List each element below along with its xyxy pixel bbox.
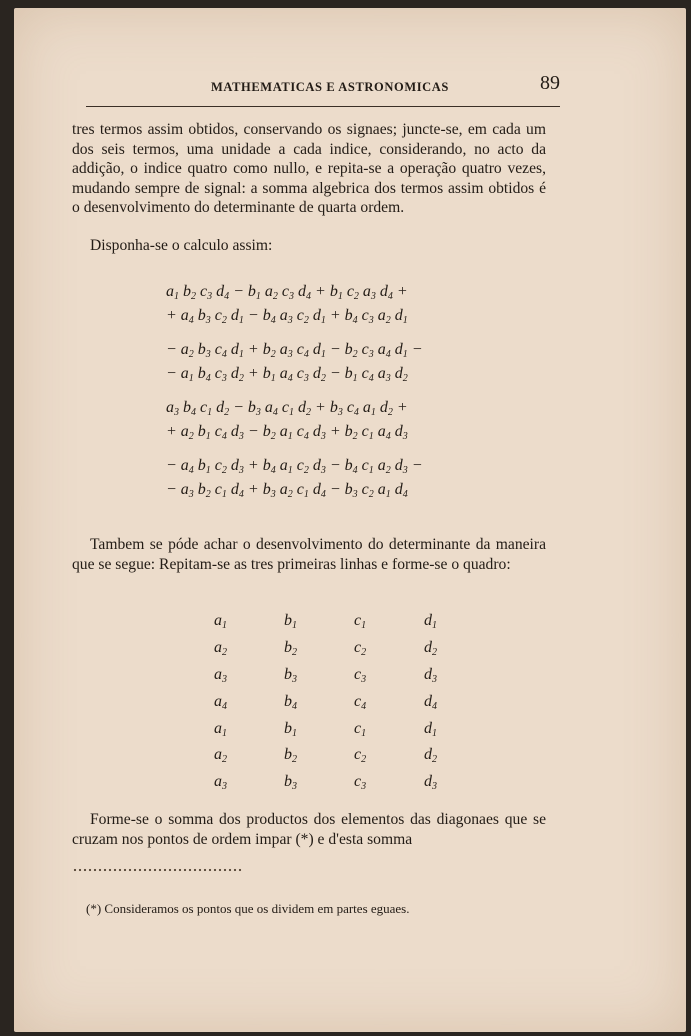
- formula-line: − $a_2$ $b_3$ $c_4$ $d_1 + b_2$ $a_3$ $c_4$ $d_1 - b_2$ $c_3$ $a_4$ $d_1$ −: [166, 341, 423, 360]
- matrix-cell: $b_1$: [284, 612, 297, 632]
- paragraph-1: tres termos assim obtidos, conservando os signaes; juncte-se, em cada um dos seis termos, uma unidade a cada indice, considerando, no acto da addição, o indice quatro como nullo, e repita-se a operação quatro vezes, mudando sempre de signal: a somma algebrica dos termos assim obtidos é o desenvolvimento do determinante de quarta ordem.: [72, 121, 546, 216]
- matrix-row: [200, 769, 480, 796]
- matrix-row: [200, 662, 480, 689]
- determinant-expansion: [166, 280, 486, 512]
- matrix-cell: $b_1$: [284, 719, 297, 739]
- matrix-row: [200, 742, 480, 769]
- running-title: MATHEMATICAS E ASTRONOMICAS: [211, 80, 449, 94]
- matrix-row: [200, 635, 480, 662]
- matrix-cell: $b_3$: [284, 665, 297, 685]
- matrix-cell: $b_2$: [284, 746, 297, 766]
- matrix-cell: $d_1$: [424, 719, 437, 739]
- matrix-cell: $d_2$: [424, 639, 437, 659]
- footnote: (*) Consideramos os pontos que os dividem em partes eguaes.: [86, 901, 410, 916]
- formula-line: $a_1$ $b_2$ $c_3$ $d_4 - b_1$ $a_2$ $c_3$ $d_4 + b_1$ $c_2$ $a_3$ $d_4$ +: [166, 283, 408, 302]
- matrix-cell: $b_4$: [284, 692, 297, 712]
- page-number: 89: [540, 72, 560, 94]
- paragraph-3: Tambem se póde achar o desenvolvimento do determinante da maneira que se segue: Repitam-se as tres primeiras linhas e forme-se o quadro:: [72, 536, 546, 573]
- matrix-cell: $a_3$: [214, 773, 227, 793]
- matrix-cell: $a_1$: [214, 719, 227, 739]
- matrix-cell: $b_3$: [284, 773, 297, 793]
- matrix-cell: $d_1$: [424, 612, 437, 632]
- formula-line: + $a_4$ $b_3$ $c_2$ $d_1 - b_4$ $a_3$ $c_2$ $d_1 + b_4$ $c_3$ $a_2$ $d_1$: [166, 307, 408, 326]
- matrix-row: [200, 608, 480, 635]
- matrix-row: [200, 715, 480, 742]
- matrix-cell: $b_2$: [284, 639, 297, 659]
- matrix-cell: $c_3$: [354, 665, 367, 685]
- footnote-rule: [72, 868, 242, 872]
- matrix-cell: $c_4$: [354, 692, 367, 712]
- paragraph-2: Disponha-se o calculo assim:: [90, 237, 273, 254]
- element-matrix: [200, 608, 480, 796]
- matrix-cell: $d_3$: [424, 665, 437, 685]
- matrix-cell: $c_2$: [354, 746, 367, 766]
- formula-line: − $a_1$ $b_4$ $c_3$ $d_2 + b_1$ $a_4$ $c_3$ $d_2 - b_1$ $c_4$ $a_3$ $d_2$: [166, 365, 408, 384]
- page-header: [86, 70, 560, 107]
- matrix-cell: $c_1$: [354, 719, 367, 739]
- matrix-cell: $d_4$: [424, 692, 437, 712]
- formula-group: [166, 280, 486, 328]
- formula-group: [166, 454, 486, 502]
- formula-line: $a_3$ $b_4$ $c_1$ $d_2 - b_3$ $a_4$ $c_1$ $d_2 + b_3$ $c_4$ $a_1$ $d_2$ +: [166, 399, 408, 418]
- formula-line: − $a_4$ $b_1$ $c_2$ $d_3 + b_4$ $a_1$ $c_2$ $d_3 - b_4$ $c_1$ $a_2$ $d_3$ −: [166, 457, 423, 476]
- formula-line: + $a_2$ $b_1$ $c_4$ $d_3 - b_2$ $a_1$ $c_4$ $d_3 + b_2$ $c_1$ $a_4$ $d_3$: [166, 423, 408, 442]
- matrix-cell: $d_3$: [424, 773, 437, 793]
- formula-line: − $a_3$ $b_2$ $c_1$ $d_4 + b_3$ $a_2$ $c_1$ $d_4 - b_3$ $c_2$ $a_1$ $d_4$: [166, 481, 408, 500]
- matrix-cell: $a_2$: [214, 639, 227, 659]
- matrix-cell: $a_1$: [214, 612, 227, 632]
- matrix-cell: $d_2$: [424, 746, 437, 766]
- paragraph-4: Forme-se o somma dos productos dos elementos das diagonaes que se cruzam nos pontos de ordem impar (*) e d'esta somma: [72, 811, 546, 848]
- matrix-cell: $a_4$: [214, 692, 227, 712]
- matrix-cell: $c_1$: [354, 612, 367, 632]
- matrix-cell: $c_2$: [354, 639, 367, 659]
- matrix-row: [200, 688, 480, 715]
- formula-group: [166, 396, 486, 444]
- matrix-cell: $a_3$: [214, 665, 227, 685]
- matrix-cell: $c_3$: [354, 773, 367, 793]
- matrix-cell: $a_2$: [214, 746, 227, 766]
- formula-group: [166, 338, 486, 386]
